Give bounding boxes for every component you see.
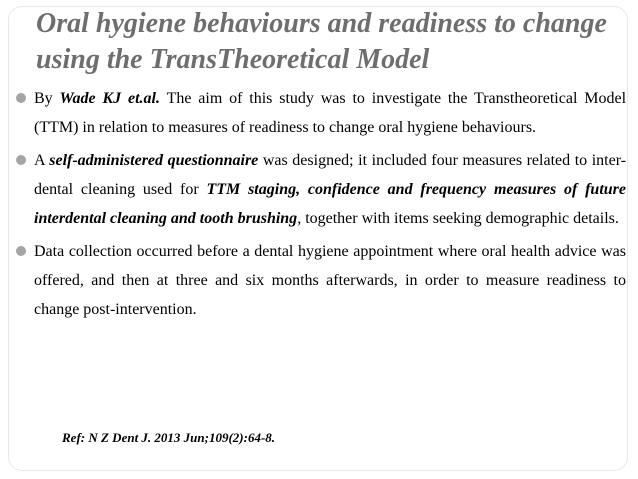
reference-citation: Ref: N Z Dent J. 2013 Jun;109(2):64-8. [62, 430, 276, 445]
bullet-item-data-collection [14, 237, 626, 324]
bullet-dot-icon [16, 155, 26, 165]
bullet-text-segment: By [34, 90, 60, 107]
bullet-dot-icon [16, 93, 26, 103]
bullet-item-questionnaire [14, 146, 626, 233]
bullet-text-segment: Data collection occurred before a dental hygiene appointment where oral health advice was offered, and then at three and six months afterwards, in order to measure readiness to change post-intervention. [34, 243, 626, 318]
measures-emphasis: TTM staging, confidence and frequency measures of future interdental cleaning and tooth brushing [34, 181, 627, 227]
bullet-text-segment: A [34, 152, 50, 169]
bullet-dot-icon [16, 246, 26, 256]
questionnaire-emphasis: self-administered questionnaire [49, 152, 259, 169]
slide-title: Oral hygiene behaviours and readiness to change using the TransTheoretical Model [36, 8, 607, 75]
bullet-text-segment: The aim of this study was to investigate the Transtheoretical Model (TTM) in relation to measures of readiness to change oral hygiene behaviours. [34, 90, 627, 136]
bullet-text-segment: , together with items seeking demographic details. [297, 210, 619, 227]
bullet-text-segment: was designed; it included four measures related to inter-dental cleaning used for [34, 152, 627, 198]
bullet-item-study-aim [14, 84, 626, 142]
author-emphasis: Wade KJ et.al. [59, 90, 161, 107]
bullet-list [14, 84, 626, 324]
